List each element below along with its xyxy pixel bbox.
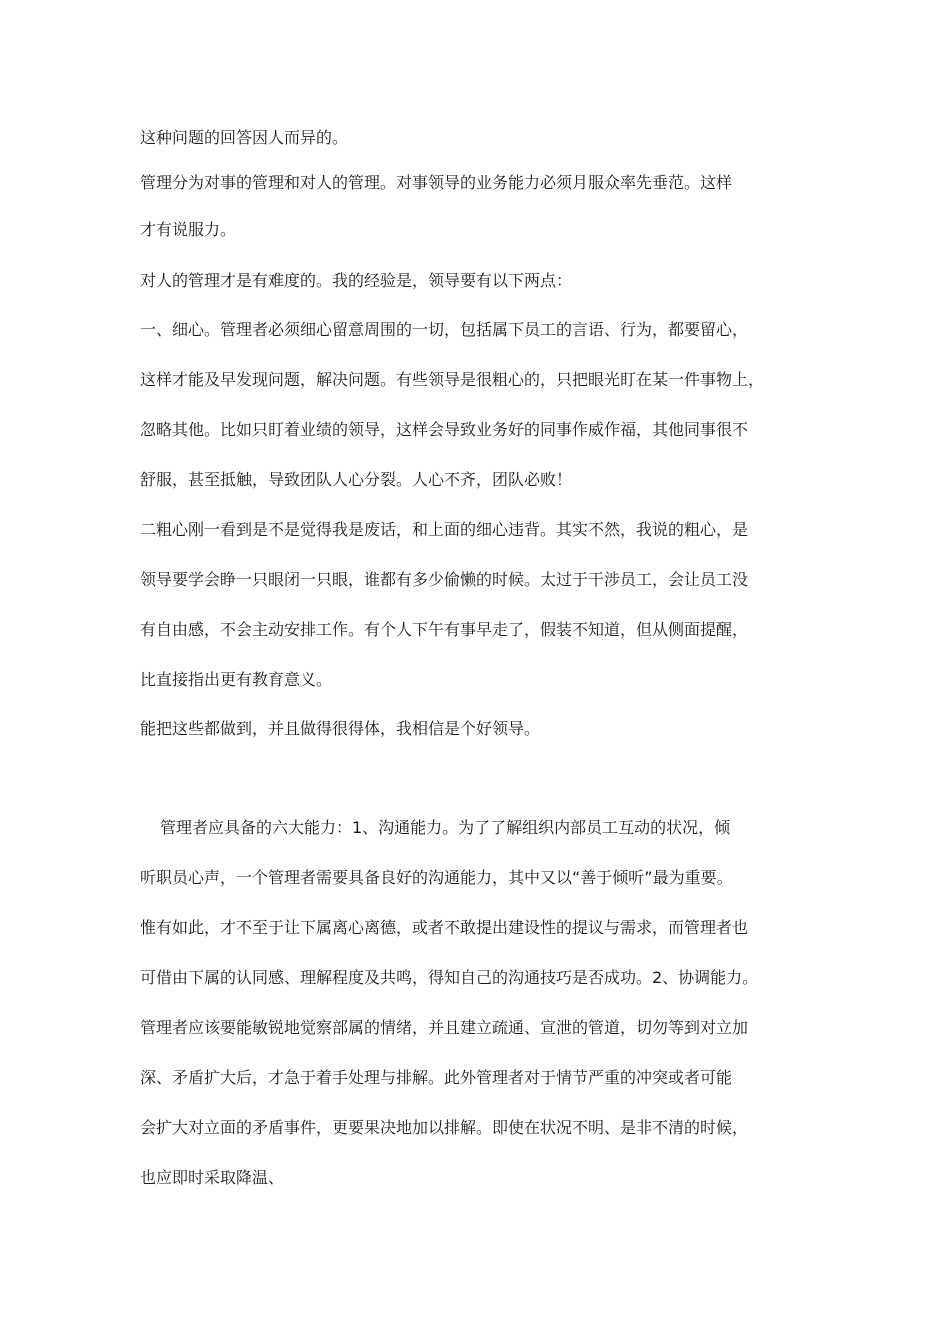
text-line: 惟有如此，才不至于让下属离心离德，或者不敢提出建设性的提议与需求，而管理者也 xyxy=(140,918,749,937)
text-line: 二粗心刚一看到是不是觉得我是废话，和上面的细心违背。其实不然，我说的粗心，是 xyxy=(140,520,749,539)
text-line: 管理分为对事的管理和对人的管理。对事领导的业务能力必须月服众率先垂范。这样 xyxy=(140,173,733,192)
text-line: 会扩大对立面的矛盾事件，更要果决地加以排解。即使在状况不明、是非不清的时候， xyxy=(140,1118,749,1137)
text-line: 有自由感，不会主动安排工作。有个人下午有事早走了，假装不知道，但从侧面提醒， xyxy=(140,620,749,639)
text-line: 也应即时采取降温、 xyxy=(140,1168,285,1187)
text-line: 能把这些都做到，并且做得很得体，我相信是个好领导。 xyxy=(140,719,541,738)
text-line: 才有说服力。 xyxy=(140,220,237,239)
text-line: 这种问题的回答因人而异的。 xyxy=(140,128,349,147)
text-line: 听职员心声，一个管理者需要具备良好的沟通能力，其中又以“善于倾听”最为重要。 xyxy=(140,868,733,887)
text-line: 这样才能及早发现问题，解决问题。有些领导是很粗心的，只把眼光盯在某一件事物上， xyxy=(140,370,765,389)
text-line: 一、细心。管理者必须细心留意周围的一切，包括属下员工的言语、行为，都要留心， xyxy=(140,320,749,339)
text-line: 比直接指出更有教育意义。 xyxy=(140,670,333,689)
text-line: 管理者应具备的六大能力：1、沟通能力。为了了解组织内部员工互动的状况，倾 xyxy=(160,818,731,837)
text-line: 领导要学会睁一只眼闭一只眼，谁都有多少偷懒的时候。太过于干涉员工，会让员工没 xyxy=(140,570,749,589)
text-line: 对人的管理才是有难度的。我的经验是，领导要有以下两点： xyxy=(140,271,573,290)
text-line: 忽略其他。比如只盯着业绩的领导，这样会导致业务好的同事作威作福，其他同事很不 xyxy=(140,420,749,439)
text-line: 舒服，甚至抵触，导致团队人心分裂。人心不齐，团队必败！ xyxy=(140,470,573,489)
text-line: 可借由下属的认同感、理解程度及共鸣，得知自己的沟通技巧是否成功。2、协调能力。 xyxy=(140,968,759,987)
text-line: 管理者应该要能敏锐地觉察部属的情绪，并且建立疏通、宣泄的管道，切勿等到对立加 xyxy=(140,1018,749,1037)
text-line: 深、矛盾扩大后，才急于着手处理与排解。此外管理者对于情节严重的冲突或者可能 xyxy=(140,1068,733,1087)
